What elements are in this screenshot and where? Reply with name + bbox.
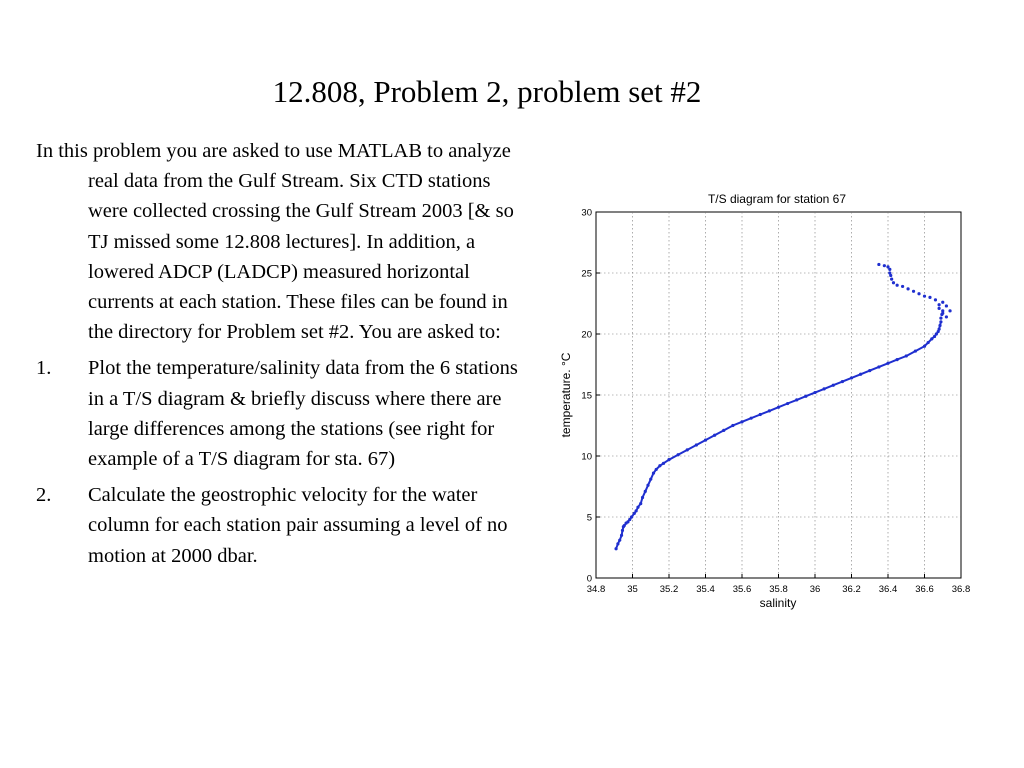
data-point: [892, 281, 895, 284]
data-point: [901, 285, 904, 288]
problem-text: [36, 136, 526, 577]
chart-title: T/S diagram for station 67: [707, 192, 847, 206]
list-item-text: Calculate the geostrophic velocity for the water column for each station pair assuming a level of no motion at 2000 dbar.: [88, 484, 508, 567]
x-tick-label: 36.6: [915, 584, 934, 595]
axis-ticks: [581, 208, 970, 596]
y-tick-label: 25: [581, 268, 592, 280]
list-item-text: Plot the temperature/salinity data from the 6 stations in a T/S diagram & briefly discuss where there are large differences among the stations (see right for example of a T/S diagram for sta. 67): [88, 357, 518, 471]
list-item: [36, 480, 526, 571]
x-tick-label: 36: [809, 584, 821, 595]
data-point: [934, 298, 937, 301]
y-tick-label: 10: [581, 451, 592, 463]
x-tick-label: 35.6: [732, 584, 752, 595]
x-axis-label: salinity: [759, 596, 797, 610]
x-tick-label: 36.8: [951, 584, 971, 595]
y-tick-label: 5: [586, 512, 592, 524]
x-tick-label: 35.4: [696, 584, 715, 595]
data-point: [906, 287, 909, 290]
data-point: [945, 304, 948, 307]
data-point: [888, 271, 891, 274]
data-series: [614, 263, 951, 550]
data-point: [923, 295, 926, 298]
data-point: [939, 317, 942, 320]
data-point: [948, 309, 951, 312]
y-tick-label: 0: [586, 573, 592, 585]
data-point: [941, 301, 944, 304]
grid-lines: [596, 212, 961, 578]
x-tick-label: 35.8: [769, 584, 788, 595]
y-axis-label: temperature. °C: [559, 352, 573, 438]
data-point: [917, 292, 920, 295]
data-point: [912, 290, 915, 293]
x-tick-label: 35.2: [659, 584, 679, 595]
data-point: [928, 296, 931, 299]
data-point: [945, 315, 948, 318]
data-point: [896, 284, 899, 287]
y-tick-label: 30: [581, 207, 592, 219]
list-item: [36, 353, 526, 474]
data-point: [938, 307, 941, 310]
y-tick-label: 20: [581, 329, 592, 341]
data-point: [938, 303, 941, 306]
x-tick-label: 36.4: [878, 584, 898, 595]
x-tick-label: 35: [627, 584, 638, 595]
data-point: [890, 278, 893, 281]
data-point: [886, 265, 889, 268]
ts-diagram-chart: [548, 186, 988, 616]
data-point: [941, 312, 944, 315]
series-line: [616, 322, 941, 549]
data-point: [883, 264, 886, 267]
data-point: [877, 263, 880, 266]
x-tick-label: 34.8: [586, 584, 606, 595]
list-item-number: 2.: [36, 484, 52, 507]
list-item-number: 1.: [36, 357, 52, 380]
intro-paragraph: In this problem you are asked to use MATLAB to analyze real data from the Gulf Stream. Six CTD stations were collected crossing the Gulf Stream 2003 [& so TJ missed some 12.808 lectures]. In addition, a lowered ADCP (LADCP) measured horizontal currents at each station. These files can be found in the directory for Problem set #2. You are asked to:: [36, 140, 514, 344]
x-tick-label: 36.2: [842, 584, 861, 595]
plot-frame: [596, 212, 961, 578]
page-title: 12.808, Problem 2, problem set #2: [272, 74, 702, 109]
y-tick-label: 15: [581, 390, 592, 402]
